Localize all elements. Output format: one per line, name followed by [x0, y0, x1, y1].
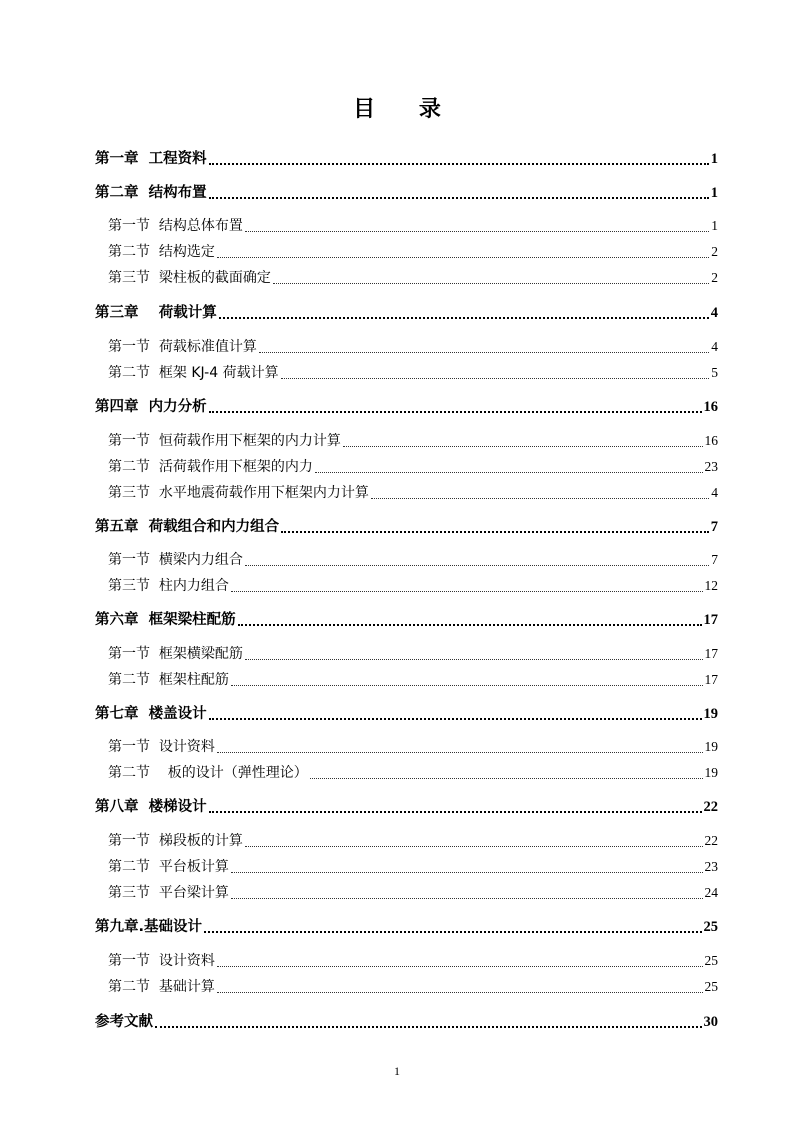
footer-page-number: 1: [394, 1064, 400, 1078]
toc-dot-leader: [209, 163, 709, 165]
toc-page-number: 4: [710, 305, 718, 321]
page-title: 目 录: [353, 97, 459, 122]
toc-dot-leader: [259, 352, 709, 353]
toc-dot-leader: [217, 966, 703, 967]
toc-section-entry[interactable]: [108, 549, 718, 569]
toc-section-entry[interactable]: [108, 482, 718, 502]
toc-entry-label: 第八章 楼梯设计: [95, 799, 207, 815]
toc-dot-leader: [231, 898, 703, 899]
toc-section-entry[interactable]: [108, 950, 718, 970]
toc-section-entry[interactable]: [108, 976, 718, 996]
toc-page-number: 17: [703, 612, 718, 628]
toc-dot-leader: [343, 446, 703, 447]
toc-dot-leader: [209, 718, 702, 720]
toc-entry-label: 第一节 设计资料: [108, 953, 215, 969]
toc-dot-leader: [217, 257, 709, 258]
toc-dot-leader: [217, 752, 703, 753]
toc-page-number: 19: [704, 739, 718, 754]
toc-dot-leader: [217, 992, 703, 993]
toc-page-number: 30: [703, 1014, 718, 1030]
toc-section-entry[interactable]: [108, 215, 718, 235]
toc-page-number: 7: [710, 519, 718, 535]
toc-section-entry[interactable]: [108, 336, 718, 356]
toc-page-number: 22: [704, 833, 718, 848]
toc-chapter-entry[interactable]: [95, 396, 718, 416]
toc-chapter-entry[interactable]: [95, 302, 718, 322]
toc-page-number: 17: [704, 672, 718, 687]
toc-entry-label: 第五章 荷载组合和内力组合: [95, 519, 280, 535]
toc-entry-label: 第二章 结构布置: [95, 185, 207, 201]
toc-entry-label: 第三章 荷载计算: [95, 305, 217, 321]
toc-entry-label: 第二节 板的设计（弹性理论）: [108, 765, 308, 781]
toc-page-number: 2: [711, 270, 718, 285]
toc-page-number: 4: [711, 339, 718, 354]
toc-section-entry[interactable]: [108, 267, 718, 287]
toc-page-number: 12: [704, 578, 718, 593]
toc-entry-label: 第一节 设计资料: [108, 739, 215, 755]
toc-dot-leader: [245, 659, 703, 660]
toc-chapter-entry[interactable]: [95, 148, 718, 168]
toc-dot-leader: [209, 811, 702, 813]
toc-entry-label: 第二节 平台板计算: [108, 859, 229, 875]
toc-page-number: 25: [703, 919, 718, 935]
toc-entry-label: 第二节 框架柱配筋: [108, 672, 229, 688]
toc-section-entry[interactable]: [108, 882, 718, 902]
toc-page-number: 16: [703, 399, 718, 415]
toc-page-number: 1: [710, 151, 718, 167]
toc-page-number: 1: [711, 218, 718, 233]
toc-dot-leader: [231, 872, 703, 873]
toc-dot-leader: [231, 591, 703, 592]
toc-section-entry[interactable]: [108, 736, 718, 756]
toc-page-number: 24: [704, 885, 718, 900]
toc-dot-leader: [245, 565, 709, 566]
toc-section-entry[interactable]: [108, 762, 718, 782]
toc-dot-leader: [273, 283, 709, 284]
toc-page-number: 17: [704, 646, 718, 661]
toc-dot-leader: [231, 685, 703, 686]
toc-page-number: 1: [710, 185, 718, 201]
toc-entry-label: 第二节 框架 KJ-4 荷载计算: [108, 365, 279, 381]
toc-chapter-entry[interactable]: [95, 916, 718, 936]
toc-page-number: 22: [703, 799, 718, 815]
toc-entry-label: 第一节 恒荷载作用下框架的内力计算: [108, 433, 341, 449]
toc-page-number: 19: [704, 765, 718, 780]
toc-section-entry[interactable]: [108, 669, 718, 689]
toc-section-entry[interactable]: [108, 643, 718, 663]
toc-dot-leader: [219, 317, 709, 319]
toc-entry-label: 第一章 工程资料: [95, 151, 207, 167]
toc-dot-leader: [155, 1026, 702, 1028]
toc-chapter-entry[interactable]: [95, 703, 718, 723]
toc-page-number: 7: [711, 552, 718, 567]
toc-dot-leader: [209, 197, 709, 199]
toc-section-entry[interactable]: [108, 575, 718, 595]
toc-section-entry[interactable]: [108, 362, 718, 382]
toc-entry-label: 第三节 平台梁计算: [108, 885, 229, 901]
toc-entry-label: 第三节 水平地震荷载作用下框架内力计算: [108, 485, 369, 501]
toc-entry-label: 第三节 柱内力组合: [108, 578, 229, 594]
toc-entry-label: 第二节 活荷载作用下框架的内力: [108, 459, 313, 475]
toc-dot-leader: [371, 498, 709, 499]
toc-dot-leader: [245, 846, 703, 847]
toc-entry-label: 参考文献: [95, 1014, 153, 1030]
toc-chapter-entry[interactable]: [95, 182, 718, 202]
toc-page-number: 25: [704, 979, 718, 994]
toc-page-number: 19: [703, 706, 718, 722]
toc-section-entry[interactable]: [108, 456, 718, 476]
toc-page-number: 23: [704, 459, 718, 474]
toc-dot-leader: [315, 472, 703, 473]
toc-page-number: 16: [704, 433, 718, 448]
toc-page-number: 25: [704, 953, 718, 968]
toc-entry-label: 第三节 梁柱板的截面确定: [108, 270, 271, 286]
toc-entry-label: 第四章 内力分析: [95, 399, 207, 415]
toc-entry-label: 第一节 结构总体布置: [108, 218, 243, 234]
toc-dot-leader: [281, 378, 710, 379]
toc-page-number: 23: [704, 859, 718, 874]
toc-page-number: 2: [711, 244, 718, 259]
toc-dot-leader: [245, 231, 709, 232]
toc-entry-label: 第一节 框架横梁配筋: [108, 646, 243, 662]
toc-entry-label: 第七章 楼盖设计: [95, 706, 207, 722]
toc-section-entry[interactable]: [108, 830, 718, 850]
toc-section-entry[interactable]: [108, 856, 718, 876]
toc-chapter-entry[interactable]: [95, 609, 718, 629]
toc-dot-leader: [238, 624, 702, 626]
toc-chapter-entry[interactable]: [95, 1011, 718, 1031]
toc-entry-label: 第一节 梯段板的计算: [108, 833, 243, 849]
toc-section-entry[interactable]: [108, 241, 718, 261]
toc-dot-leader: [209, 411, 702, 413]
toc-entry-label: 第二节 结构选定: [108, 244, 215, 260]
toc-dot-leader: [310, 778, 703, 779]
toc-page-number: 5: [711, 365, 718, 380]
toc-entry-label: 第九章.基础设计: [95, 919, 203, 935]
toc-dot-leader: [204, 931, 701, 933]
toc-entry-label: 第一节 横梁内力组合: [108, 552, 243, 568]
toc-section-entry[interactable]: [108, 430, 718, 450]
toc-entry-label: 第一节 荷载标准值计算: [108, 339, 257, 355]
toc-chapter-entry[interactable]: [95, 516, 718, 536]
toc-entry-label: 第二节 基础计算: [108, 979, 215, 995]
toc-page-number: 4: [711, 485, 718, 500]
toc-entry-label: 第六章 框架梁柱配筋: [95, 612, 236, 628]
toc-chapter-entry[interactable]: [95, 796, 718, 816]
toc-dot-leader: [281, 531, 709, 533]
